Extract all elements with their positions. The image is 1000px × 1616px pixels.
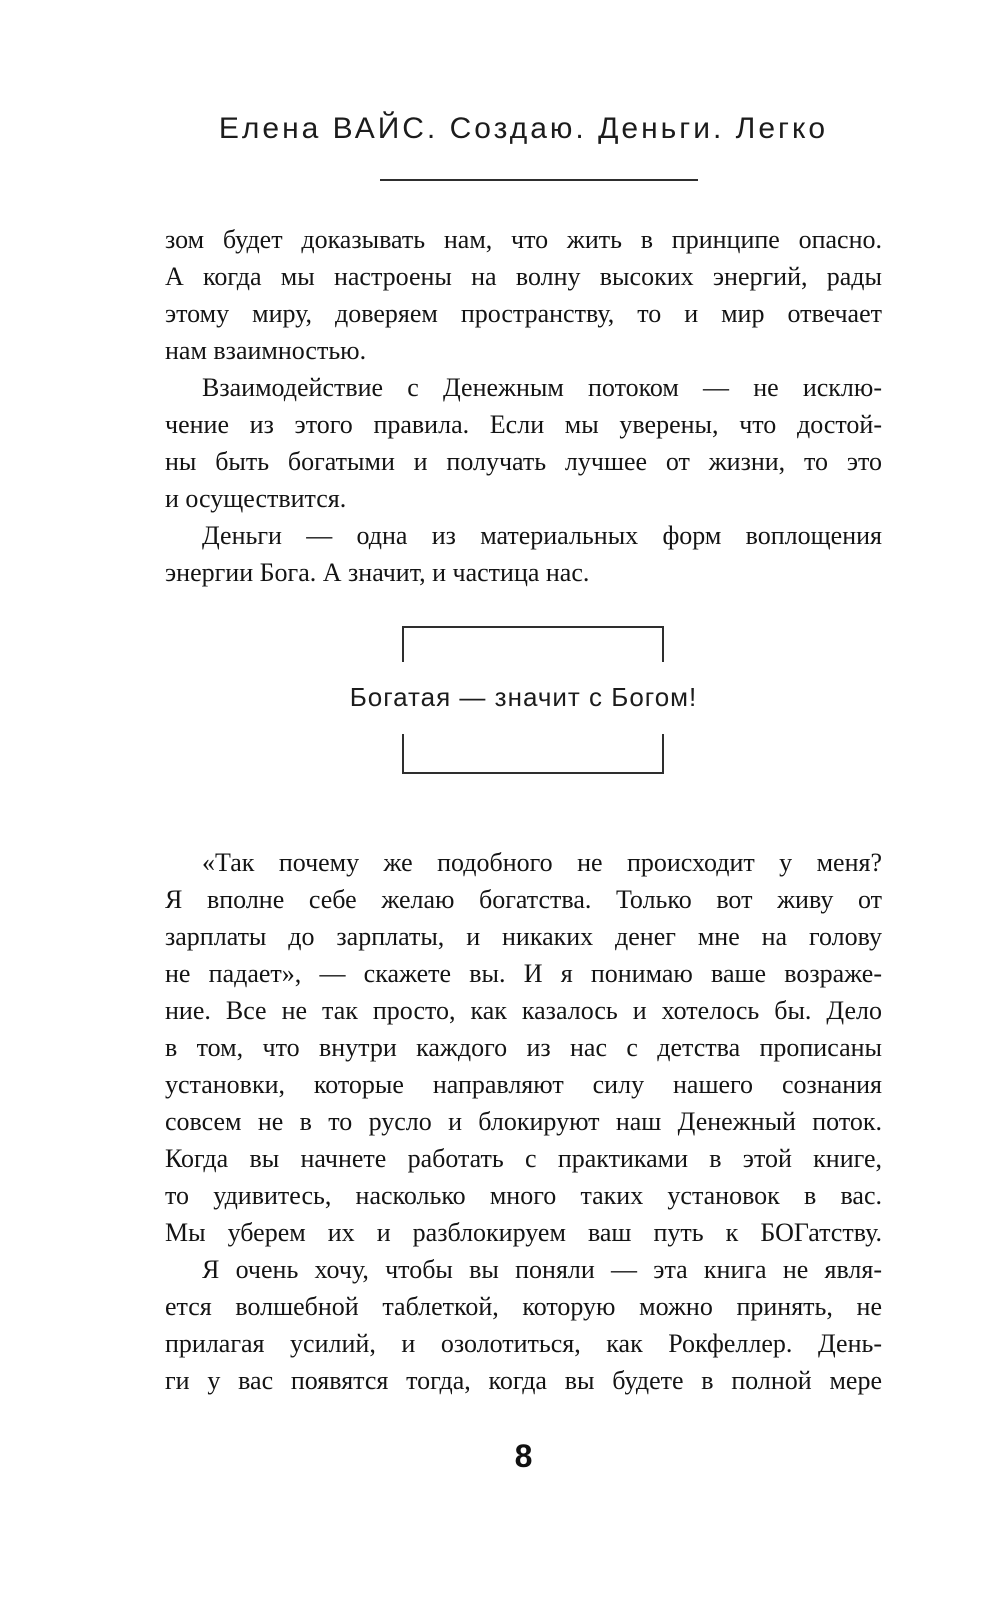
quote-box-top-bracket	[402, 626, 664, 662]
text-line: этому миру, доверяем пространству, то и мир отвечает	[165, 299, 882, 328]
text-line: ется волшебной таблеткой, которую можно принять, не	[165, 1292, 882, 1321]
text-line: то удивитесь, насколько много таких установок в вас.	[165, 1181, 882, 1210]
text-line: «Так почему же подобного не происходит у меня?	[202, 848, 882, 877]
body-top-block	[165, 221, 882, 591]
text-line: чение из этого правила. Если мы уверены, что достой-	[165, 410, 882, 439]
text-line: ги у вас появятся тогда, когда вы будете в полной мере	[165, 1366, 882, 1395]
text-line: нам взаимностью.	[165, 336, 367, 365]
page-number: 8	[514, 1438, 533, 1474]
text-line: Мы уберем их и разблокируем ваш путь к БОГатству.	[165, 1218, 882, 1247]
text-line: Взаимодействие с Денежным потоком — не исклю-	[202, 373, 882, 402]
text-line: энергии Бога. А значит, и частица нас.	[165, 558, 590, 587]
text-line: совсем не в то русло и блокируют наш Денежный поток.	[165, 1107, 882, 1136]
text-line: в том, что внутри каждого из нас с детства прописаны	[165, 1033, 882, 1062]
text-line: прилагая усилий, и озолотиться, как Рокфеллер. День-	[165, 1329, 882, 1358]
text-line: установки, которые направляют силу нашего сознания	[165, 1070, 882, 1099]
text-line: не падает», — скажете вы. И я понимаю ваше возраже-	[165, 959, 882, 988]
text-line: зом будет доказывать нам, что жить в принципе опасно.	[165, 225, 882, 254]
text-line: Когда вы начнете работать с практиками в этой книге,	[165, 1144, 882, 1173]
quote-box-bottom-bracket	[402, 734, 664, 774]
text-line: и осуществится.	[165, 484, 347, 513]
body-bottom-block	[165, 844, 882, 1399]
text-line: Деньги — одна из материальных форм воплощения	[202, 521, 882, 550]
text-line: ние. Все не так просто, как казалось и хотелось бы. Дело	[165, 996, 882, 1025]
header-rule-divider	[380, 179, 698, 181]
text-line: А когда мы настроены на волну высоких энергий, рады	[165, 262, 882, 291]
text-line: Я очень хочу, чтобы вы поняли — эта книга не явля-	[202, 1255, 882, 1284]
text-line: Я вполне себе желаю богатства. Только вот живу от	[165, 885, 882, 914]
pull-quote-text: Богатая — значит с Богом!	[349, 682, 698, 712]
running-title: Елена ВАЙС. Создаю. Деньги. Легко	[218, 112, 829, 145]
text-line: ны быть богатыми и получать лучшее от жизни, то это	[165, 447, 882, 476]
text-line: зарплаты до зарплаты, и никаких денег мне на голову	[165, 922, 882, 951]
